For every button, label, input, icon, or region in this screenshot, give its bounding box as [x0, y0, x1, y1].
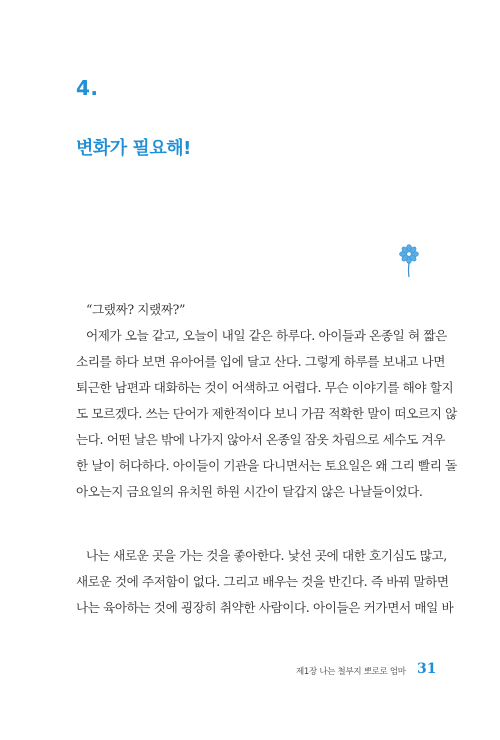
paragraph-line: 나는 육아하는 것에 굉장히 취약한 사람이다. 아이들은 커가면서 매일 바	[76, 600, 454, 615]
paragraph-line: 어제가 오늘 같고, 오늘이 내일 같은 하루다. 아이들과 온종일 혀 짧은	[86, 328, 447, 343]
paragraph-line: 한 날이 허다하다. 아이들이 기관을 다니면서는 토요일은 왜 그리 빨리 돌	[76, 458, 457, 473]
paragraph-line: 나는 새로운 곳을 가는 것을 좋아한다. 낯선 곳에 대한 호기심도 많고,	[86, 548, 447, 563]
paragraph-line: 소리를 하다 보면 유아어를 입에 달고 산다. 그렇게 하루를 보내고 나면	[76, 354, 446, 369]
paragraph-line: 새로운 것에 주저함이 없다. 그리고 배우는 것을 반긴다. 즉 바꿔 말하면	[76, 574, 449, 589]
paragraph-line: 는다. 어떤 날은 밖에 나가지 않아서 온종일 잠옷 차림으로 세수도 겨우	[76, 432, 446, 447]
chapter-number: 4.	[76, 76, 99, 100]
running-chapter-title: 제1장 나는 철부지 뽀로로 엄마	[296, 667, 406, 677]
chapter-title: 변화가 필요해!	[76, 138, 191, 159]
quote-line: “그랬짜? 지랬짜?”	[86, 302, 185, 317]
paragraph-line: 퇴근한 남편과 대화하는 것이 어색하고 어렵다. 무슨 이야기를 해야 할지	[76, 380, 454, 395]
paragraph-line: 도 모르겠다. 쓰는 단어가 제한적이다 보니 가끔 적확한 말이 떠오르지 않	[76, 406, 457, 421]
paragraph-line: 아오는지 금요일의 유치원 하원 시간이 달갑지 않은 나날들이었다.	[76, 484, 423, 499]
page-footer	[296, 662, 436, 680]
page-number: 31	[417, 661, 437, 677]
flower-icon	[398, 244, 420, 278]
